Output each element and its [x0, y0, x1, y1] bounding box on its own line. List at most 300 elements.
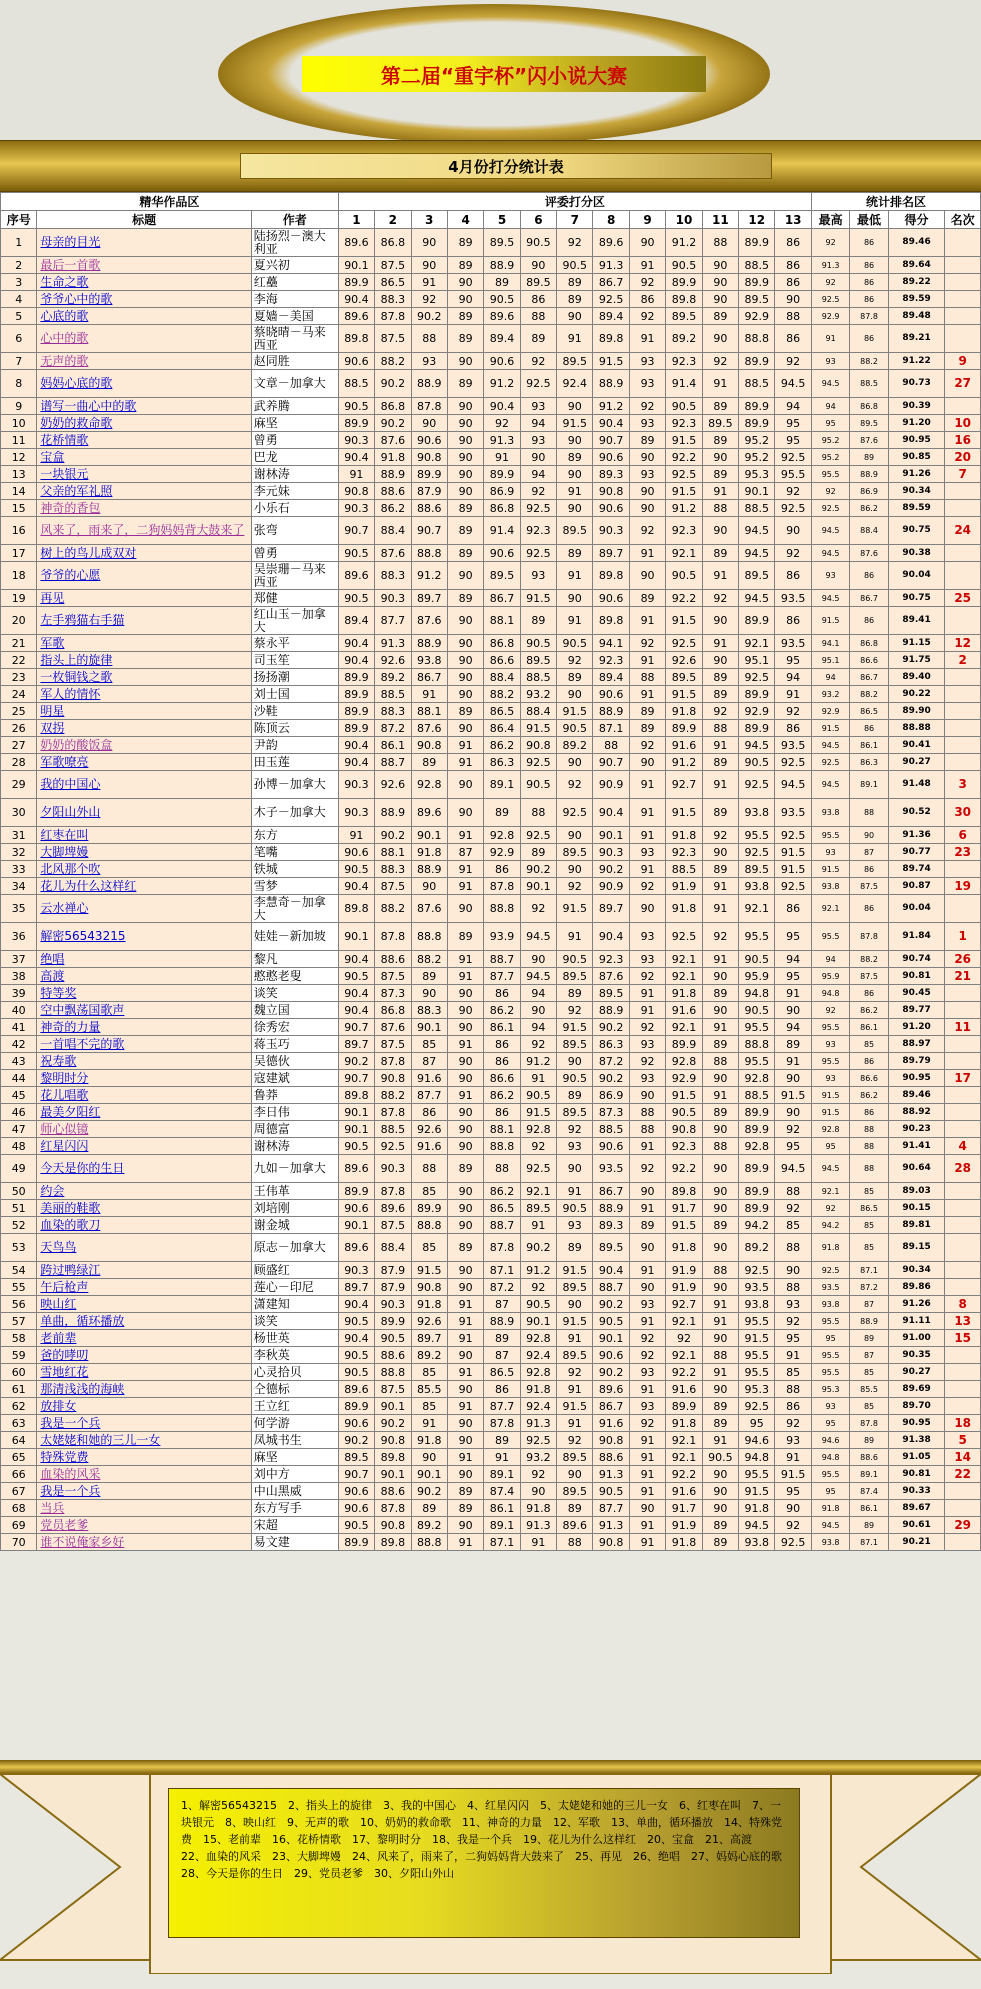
work-title-cell — [37, 1483, 251, 1500]
judge-score: 89 — [557, 1234, 593, 1262]
work-title-link[interactable]: 祝寿歌 — [40, 1053, 77, 1068]
work-title-link[interactable]: 最美夕阳红 — [40, 1104, 101, 1119]
rank-cell: 12 — [945, 635, 981, 652]
judge-score: 92 — [629, 1053, 665, 1070]
work-title-link[interactable]: 放排女 — [40, 1398, 77, 1413]
judge-score: 91 — [702, 562, 738, 590]
work-title-link[interactable]: 我是一个兵 — [40, 1415, 101, 1430]
min-score: 88 — [850, 1121, 888, 1138]
work-title-link[interactable]: 一块银元 — [40, 466, 89, 481]
work-title-link[interactable]: 母亲的目光 — [40, 235, 101, 249]
work-title-link[interactable]: 老前辈 — [40, 1330, 77, 1345]
author-cell: 武养腾 — [251, 398, 338, 415]
col-judge-8: 8 — [593, 211, 629, 229]
judge-score: 89.8 — [375, 1534, 411, 1551]
judge-score: 85.5 — [411, 1381, 447, 1398]
work-title-link[interactable]: 花桥情歌 — [40, 432, 89, 447]
work-title-link[interactable]: 明星 — [40, 703, 65, 718]
judge-score: 87.9 — [375, 1262, 411, 1279]
max-score: 95.1 — [811, 652, 849, 669]
judge-score: 92 — [557, 1432, 593, 1449]
judge-score: 89 — [702, 1104, 738, 1121]
final-score: 90.27 — [888, 1364, 945, 1381]
final-score: 90.85 — [888, 449, 945, 466]
judge-score: 90.2 — [593, 1019, 629, 1036]
judge-score: 91.5 — [411, 1262, 447, 1279]
judge-score: 87.2 — [375, 720, 411, 737]
group-works: 精华作品区 — [1, 193, 339, 211]
judge-score: 86.1 — [375, 737, 411, 754]
judge-score: 88.6 — [375, 1483, 411, 1500]
work-title-link[interactable]: 谱写一曲心中的歌 — [40, 398, 137, 413]
judge-score: 89.7 — [338, 1279, 374, 1296]
work-title-link[interactable]: 我是一个兵 — [40, 1483, 101, 1498]
judge-score: 92.8 — [739, 1070, 775, 1087]
judge-score: 90.5 — [484, 291, 520, 308]
judge-score: 92.8 — [739, 1138, 775, 1155]
judge-score: 90.5 — [520, 229, 556, 257]
work-title-link[interactable]: 左手鸦猫右手猫 — [40, 613, 125, 627]
work-title-cell — [37, 370, 251, 398]
work-title-cell — [37, 1364, 251, 1381]
judge-score: 91.2 — [593, 398, 629, 415]
judge-score: 92 — [702, 590, 738, 607]
judge-score: 89.8 — [666, 1183, 702, 1200]
work-title-link[interactable]: 军人的情怀 — [40, 686, 101, 701]
judge-score: 91.9 — [666, 1262, 702, 1279]
work-title-link[interactable]: 一首唱不完的歌 — [40, 1036, 125, 1051]
min-score: 89 — [850, 1432, 888, 1449]
final-score: 91.20 — [888, 1019, 945, 1036]
judge-score: 89.9 — [338, 1183, 374, 1200]
judge-score: 90 — [557, 308, 593, 325]
final-score: 90.45 — [888, 985, 945, 1002]
judge-score: 90.2 — [411, 308, 447, 325]
judge-score: 89.9 — [338, 686, 374, 703]
work-title-link[interactable]: 高渡 — [40, 968, 65, 983]
work-title-link[interactable]: 花儿唱歌 — [40, 1087, 89, 1102]
rank-cell — [945, 607, 981, 635]
judge-score: 91 — [447, 878, 483, 895]
table-row — [1, 1262, 981, 1279]
judge-score: 90.5 — [739, 951, 775, 968]
judge-score: 92 — [775, 1313, 811, 1330]
row-number: 12 — [1, 449, 37, 466]
judge-score: 91 — [557, 562, 593, 590]
judge-score: 90 — [557, 500, 593, 517]
judge-score: 86 — [775, 607, 811, 635]
judge-score: 91 — [520, 1534, 556, 1551]
ranking-summary-text: 1、解密56543215 2、指头上的旋律 3、我的中国心 4、红星闪闪 5、太姥姥和她的三儿一女 6、红枣在叫 7、一块银元 8、映山红 9、无声的歌 10、奶奶的救命歌 11、神奇的力量 12、军歌 13、单曲，循环播放 14、特殊党费 15、老前辈 16、花桥情歌 17、黎明时分 18、我是一个兵 19、花儿为什么这样红 20、宝盒 21、高渡 22、血染的风采 23、大脚埤嫚 24、风来了，雨来了，二狗妈妈背大鼓来了 25、再见 26、绝唱 27、妈妈心底的歌 28、今天是你的生日 29、党员老爹 30、夕阳山外山 — [181, 1799, 793, 1880]
final-score: 89.69 — [888, 1381, 945, 1398]
row-number: 44 — [1, 1070, 37, 1087]
work-title-link[interactable]: 指头上的旋律 — [40, 652, 113, 667]
judge-score: 90 — [520, 1002, 556, 1019]
judge-score: 90.8 — [593, 483, 629, 500]
judge-score: 92.9 — [739, 703, 775, 720]
rank-cell: 24 — [945, 517, 981, 545]
row-number: 17 — [1, 545, 37, 562]
judge-score: 90 — [411, 985, 447, 1002]
work-title-link[interactable]: 风来了，雨来了，二狗妈妈背大鼓来了 — [40, 523, 245, 537]
judge-score: 89.5 — [739, 562, 775, 590]
judge-score: 87.5 — [375, 257, 411, 274]
judge-score: 95.9 — [739, 968, 775, 985]
judge-score: 91.5 — [557, 1313, 593, 1330]
judge-score: 92.5 — [520, 1432, 556, 1449]
judge-score: 90.4 — [338, 754, 374, 771]
judge-score: 92 — [629, 1330, 665, 1347]
judge-score: 93.8 — [739, 799, 775, 827]
judge-score: 89 — [629, 432, 665, 449]
judge-score: 90 — [557, 398, 593, 415]
judge-score: 92 — [629, 517, 665, 545]
table-row — [1, 291, 981, 308]
judge-score: 89 — [447, 1155, 483, 1183]
row-number: 55 — [1, 1279, 37, 1296]
rank-cell — [945, 1183, 981, 1200]
judge-score: 90.5 — [338, 1138, 374, 1155]
judge-score: 89.6 — [338, 1234, 374, 1262]
row-number: 22 — [1, 652, 37, 669]
judge-score: 88.8 — [484, 1138, 520, 1155]
judge-score: 92.5 — [666, 635, 702, 652]
judge-score: 86.8 — [375, 1002, 411, 1019]
work-title-link[interactable]: 神奇的力量 — [40, 1019, 101, 1034]
min-score: 86.7 — [850, 669, 888, 686]
judge-score: 91 — [629, 257, 665, 274]
judge-score: 95 — [739, 1415, 775, 1432]
judge-score: 93.5 — [775, 799, 811, 827]
author-cell: 木子－加拿大 — [251, 799, 338, 827]
table-row — [1, 1517, 981, 1534]
judge-score: 91 — [520, 1217, 556, 1234]
work-title-link[interactable]: 爸的哮叨 — [40, 1347, 89, 1362]
work-title-link[interactable]: 映山红 — [40, 1296, 77, 1311]
judge-score: 90 — [557, 1053, 593, 1070]
table-row — [1, 1217, 981, 1234]
judge-score: 87.1 — [484, 1262, 520, 1279]
work-title-link[interactable]: 单曲，循环播放 — [40, 1313, 125, 1328]
judge-score: 91.9 — [666, 878, 702, 895]
work-title-link[interactable]: 我的中国心 — [40, 777, 101, 791]
judge-score: 91 — [629, 652, 665, 669]
work-title-cell — [37, 1019, 251, 1036]
judge-score: 88 — [702, 720, 738, 737]
judge-score: 92.8 — [520, 1330, 556, 1347]
judge-score: 91 — [702, 771, 738, 799]
row-number: 61 — [1, 1381, 37, 1398]
table-row — [1, 517, 981, 545]
judge-score: 90 — [447, 686, 483, 703]
judge-score: 89.9 — [666, 1398, 702, 1415]
judge-score: 87.8 — [375, 1104, 411, 1121]
judge-score: 90 — [520, 449, 556, 466]
judge-score: 90.4 — [338, 652, 374, 669]
work-title-link[interactable]: 雪地红花 — [40, 1364, 89, 1379]
row-number: 47 — [1, 1121, 37, 1138]
judge-score: 89 — [702, 1517, 738, 1534]
judge-score: 89.9 — [666, 720, 702, 737]
judge-score: 93 — [629, 1398, 665, 1415]
max-score: 91.5 — [811, 720, 849, 737]
judge-score: 95.5 — [739, 1466, 775, 1483]
rank-cell: 3 — [945, 771, 981, 799]
score-table-wrap — [0, 192, 981, 1551]
work-title-link[interactable]: 心底的歌 — [40, 308, 89, 323]
work-title-link[interactable]: 奶奶的酸饭盒 — [40, 737, 113, 752]
judge-score: 90.5 — [338, 398, 374, 415]
work-title-link[interactable]: 红枣在叫 — [40, 827, 89, 842]
judge-score: 90.4 — [593, 923, 629, 951]
work-title-link[interactable]: 无声的歌 — [40, 353, 89, 368]
work-title-link[interactable]: 解密56543215 — [40, 929, 126, 943]
work-title-link[interactable]: 空中飘荡国歌声 — [40, 1002, 125, 1017]
table-row — [1, 466, 981, 483]
work-title-link[interactable]: 今天是你的生日 — [40, 1161, 125, 1175]
table-row — [1, 1279, 981, 1296]
work-title-link[interactable]: 血染的歌刀 — [40, 1217, 101, 1232]
judge-score: 92 — [775, 1200, 811, 1217]
max-score: 95.5 — [811, 1053, 849, 1070]
judge-score: 90.6 — [593, 449, 629, 466]
max-score: 94.5 — [811, 771, 849, 799]
work-title-link[interactable]: 一枚铜钱之歌 — [40, 669, 113, 684]
rank-cell — [945, 483, 981, 500]
work-title-link[interactable]: 奶奶的救命歌 — [40, 415, 113, 430]
final-score: 91.22 — [888, 353, 945, 370]
judge-score: 92.3 — [666, 415, 702, 432]
min-score: 87 — [850, 1296, 888, 1313]
author-cell: 沙鞋 — [251, 703, 338, 720]
table-row — [1, 257, 981, 274]
max-score: 95.5 — [811, 1466, 849, 1483]
table-row — [1, 895, 981, 923]
final-score: 91.48 — [888, 771, 945, 799]
judge-score: 90 — [557, 432, 593, 449]
judge-score: 91 — [702, 1313, 738, 1330]
work-title-link[interactable]: 北风那个吹 — [40, 861, 101, 876]
work-title-link[interactable]: 跨过鸭绿江 — [40, 1262, 101, 1277]
max-score: 94 — [811, 398, 849, 415]
judge-score: 90 — [775, 1262, 811, 1279]
rank-cell: 14 — [945, 1449, 981, 1466]
judge-score: 91.6 — [666, 737, 702, 754]
work-title-link[interactable]: 师心似镜 — [40, 1121, 89, 1136]
judge-score: 91.5 — [520, 720, 556, 737]
work-title-link[interactable]: 午后枪声 — [40, 1279, 89, 1294]
work-title-link[interactable]: 红星闪闪 — [40, 1138, 89, 1153]
row-number: 43 — [1, 1053, 37, 1070]
judge-score: 94.5 — [520, 968, 556, 985]
ranking-summary — [168, 1788, 800, 1938]
work-title-link[interactable]: 神奇的香包 — [40, 500, 101, 515]
judge-score: 90 — [520, 951, 556, 968]
row-number: 10 — [1, 415, 37, 432]
judge-score: 85 — [411, 1036, 447, 1053]
min-score: 88.5 — [850, 370, 888, 398]
judge-score: 89.5 — [338, 1449, 374, 1466]
rank-cell: 26 — [945, 951, 981, 968]
rank-cell — [945, 1234, 981, 1262]
judge-score: 89.8 — [593, 562, 629, 590]
work-title-link[interactable]: 树上的鸟儿成双对 — [40, 545, 137, 560]
judge-score: 90 — [702, 652, 738, 669]
judge-score: 90.6 — [338, 844, 374, 861]
judge-score: 89.9 — [739, 607, 775, 635]
judge-score: 88.9 — [411, 370, 447, 398]
judge-score: 88.5 — [375, 1121, 411, 1138]
work-title-link[interactable]: 绝唱 — [40, 951, 65, 966]
col-judge-6: 6 — [520, 211, 556, 229]
judge-score: 95 — [775, 1483, 811, 1500]
judge-score: 90 — [557, 686, 593, 703]
work-title-cell — [37, 635, 251, 652]
judge-score: 91 — [629, 1262, 665, 1279]
work-title-link[interactable]: 约会 — [40, 1183, 65, 1198]
judge-score: 87.8 — [375, 1500, 411, 1517]
work-title-cell — [37, 466, 251, 483]
table-row — [1, 370, 981, 398]
judge-score: 87.5 — [375, 1036, 411, 1053]
judge-score: 92 — [520, 483, 556, 500]
work-title-link[interactable]: 生命之歌 — [40, 274, 89, 289]
judge-score: 91.8 — [666, 1534, 702, 1551]
work-title-link[interactable]: 当兵 — [40, 1500, 65, 1515]
judge-score: 91 — [557, 1330, 593, 1347]
judge-score: 92.1 — [666, 951, 702, 968]
judge-score: 90.2 — [593, 1296, 629, 1313]
work-title-link[interactable]: 双拐 — [40, 720, 65, 735]
work-title-link[interactable]: 大脚埤嫚 — [40, 844, 89, 859]
col-title: 标题 — [37, 211, 251, 229]
judge-score: 92 — [557, 1002, 593, 1019]
judge-score: 87.6 — [411, 607, 447, 635]
judge-score: 91 — [557, 483, 593, 500]
judge-score: 90.2 — [520, 1234, 556, 1262]
max-score: 95.3 — [811, 1381, 849, 1398]
work-title-link[interactable]: 军歌 — [40, 635, 65, 650]
work-title-link[interactable]: 特等奖 — [40, 985, 77, 1000]
work-title-link[interactable]: 最后一首歌 — [40, 257, 101, 272]
work-title-link[interactable]: 妈妈心底的歌 — [40, 376, 113, 390]
max-score: 94.5 — [811, 737, 849, 754]
judge-score: 91.2 — [484, 370, 520, 398]
min-score: 87.6 — [850, 545, 888, 562]
judge-score: 88 — [411, 325, 447, 353]
rank-cell: 13 — [945, 1313, 981, 1330]
judge-score: 94.5 — [775, 370, 811, 398]
work-title-link[interactable]: 再见 — [40, 590, 65, 605]
judge-score: 92 — [702, 827, 738, 844]
judge-score: 92.5 — [520, 827, 556, 844]
min-score: 88.9 — [850, 466, 888, 483]
min-score: 89.1 — [850, 771, 888, 799]
work-title-link[interactable]: 特殊党费 — [40, 1449, 89, 1464]
row-number: 23 — [1, 669, 37, 686]
work-title-link[interactable]: 心中的歌 — [40, 331, 89, 345]
judge-score: 90.5 — [593, 1483, 629, 1500]
judge-score: 88.2 — [375, 353, 411, 370]
judge-score: 91.5 — [557, 1398, 593, 1415]
judge-score: 90.1 — [520, 1313, 556, 1330]
judge-score: 92.1 — [666, 1019, 702, 1036]
judge-score: 92.4 — [557, 370, 593, 398]
judge-score: 90 — [629, 1234, 665, 1262]
work-title-link[interactable]: 黎明时分 — [40, 1070, 89, 1085]
final-score: 89.86 — [888, 1279, 945, 1296]
judge-score: 90.8 — [375, 1517, 411, 1534]
judge-score: 91 — [702, 1087, 738, 1104]
judge-score: 89.6 — [411, 799, 447, 827]
work-title-link[interactable]: 爷爷心中的歌 — [40, 291, 113, 306]
work-title-link[interactable]: 父亲的军礼照 — [40, 483, 113, 498]
min-score: 86.5 — [850, 1200, 888, 1217]
judge-score: 93.9 — [484, 923, 520, 951]
rank-cell: 6 — [945, 827, 981, 844]
work-title-link[interactable]: 谁不说俺家乡好 — [40, 1534, 125, 1549]
work-title-cell — [37, 1449, 251, 1466]
col-min: 最低 — [850, 211, 888, 229]
work-title-link[interactable]: 云水禅心 — [40, 901, 89, 915]
work-title-link[interactable]: 党员老爹 — [40, 1517, 89, 1532]
judge-score: 92.9 — [666, 1070, 702, 1087]
work-title-link[interactable]: 太姥姥和她的三儿一女 — [40, 1432, 161, 1447]
judge-score: 91.5 — [520, 1104, 556, 1121]
rank-cell — [945, 861, 981, 878]
work-title-link[interactable]: 美丽的鞋歌 — [40, 1200, 101, 1215]
judge-score: 92 — [775, 353, 811, 370]
work-title-link[interactable]: 军歌嘹亮 — [40, 754, 89, 769]
judge-score: 89 — [702, 799, 738, 827]
min-score: 88.4 — [850, 517, 888, 545]
judge-score: 89 — [557, 985, 593, 1002]
work-title-link[interactable]: 天鸟鸟 — [40, 1240, 77, 1254]
judge-score: 91.5 — [666, 483, 702, 500]
judge-score: 90.5 — [557, 720, 593, 737]
author-cell: 曾勇 — [251, 545, 338, 562]
judge-score: 90.6 — [593, 500, 629, 517]
row-number: 36 — [1, 923, 37, 951]
judge-score: 89.6 — [557, 1517, 593, 1534]
work-title-link[interactable]: 宝盒 — [40, 449, 65, 464]
judge-score: 90.4 — [484, 398, 520, 415]
judge-score: 90 — [447, 1104, 483, 1121]
work-title-link[interactable]: 夕阳山外山 — [40, 805, 101, 819]
table-row — [1, 1432, 981, 1449]
table-row — [1, 737, 981, 754]
judge-score: 89 — [702, 466, 738, 483]
work-title-link[interactable]: 血染的风采 — [40, 1466, 101, 1481]
work-title-link[interactable]: 那清浅浅的海峡 — [40, 1381, 125, 1396]
judge-score: 90.8 — [593, 1432, 629, 1449]
judge-score: 90.8 — [338, 483, 374, 500]
judge-score: 93.8 — [739, 878, 775, 895]
judge-score: 90 — [629, 1500, 665, 1517]
judge-score: 91 — [447, 1364, 483, 1381]
judge-score: 90 — [447, 1432, 483, 1449]
judge-score: 88.2 — [375, 895, 411, 923]
work-title-link[interactable]: 花儿为什么这样红 — [40, 878, 137, 893]
rank-cell — [945, 1053, 981, 1070]
work-title-link[interactable]: 爷爷的心愿 — [40, 568, 101, 582]
table-row — [1, 635, 981, 652]
min-score: 86.8 — [850, 635, 888, 652]
judge-score: 89 — [702, 1398, 738, 1415]
judge-score: 90.5 — [520, 771, 556, 799]
judge-score: 93 — [629, 466, 665, 483]
judge-score: 87.3 — [593, 1104, 629, 1121]
